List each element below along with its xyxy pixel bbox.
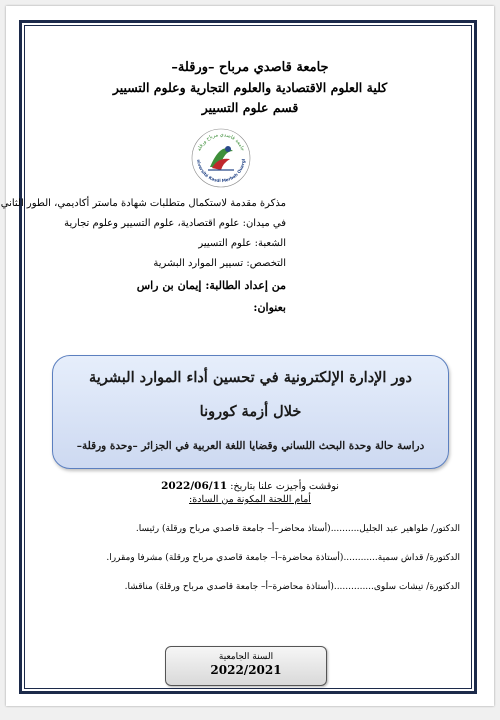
memo-branch: الشعبة: علوم التسيير [198,238,286,249]
thesis-title-line2: خلال أزمة كورونا [199,403,302,420]
thesis-title-box [52,355,449,469]
jury-member-president: الدكتور/ طواهير عبد الجليل..........(أستاذ محاضر–أ– جامعة قاصدي مرباح ورقلة) رئيسا. [135,524,460,534]
thesis-case-study: دراسة حالة وحدة البحث اللساني وقضايا اللغة العربية في الجزائر –وحدة ورقلة– [76,440,425,452]
university-header [6,58,494,118]
memo-field: في ميدان: علوم اقتصادية، علوم التسيير وعلوم تجارية [64,218,286,229]
defense-committee: أمام اللجنة المكونة من السادة: [189,494,311,505]
logo-latin-text: niversité Kasdi Merbah Ouargl [196,158,246,184]
memo-author: من إعداد الطالبة: إيمان بن راس [136,279,286,292]
document-page [0,6,494,706]
university-name: جامعة قاصدي مرباح –ورقلة– [171,60,329,75]
memo-title-label: بعنوان: [253,301,286,314]
academic-year-box [165,646,327,686]
jury-member-examiner: الدكتورة/ تيشات سلوى..............(أستاذة محاضرة–أ– جامعة قاصدي مرباح ورقلة) مناقشا. [124,582,460,592]
faculty-name: كلية العلوم الاقتصادية والعلوم التجارية وعلوم التسيير [112,80,388,95]
department-name: قسم علوم التسيير [201,100,299,115]
defense-date-line [6,480,494,492]
defense-date: 2022/06/11 [161,480,228,492]
academic-year-value: 2022/2021 [210,663,282,677]
jury-member-supervisor: الدكتورة/ قداش سمية............(أستاذة محاضرة–أ– جامعة قاصدي مرباح ورقلة) مشرفا ومقررا. [106,553,460,563]
defense-prefix: نوقشت وأجيزت علنا بتاريخ: [230,481,339,492]
logo-arabic-text: جامعة قاصدي مرباح ورقلة [196,131,246,153]
academic-year-label: السنة الجامعية [218,652,274,662]
university-logo [190,127,252,189]
defense-info [6,480,494,505]
thesis-title-line1: دور الإدارة الإلكترونية في تحسين أداء الموارد البشرية [89,369,412,386]
memo-description: مذكرة مقدمة لاستكمال متطلبات شهادة ماستر أكاديمي، الطور الثاني [0,198,286,209]
memo-specialty: التخصص: تسيير الموارد البشرية [153,258,286,269]
